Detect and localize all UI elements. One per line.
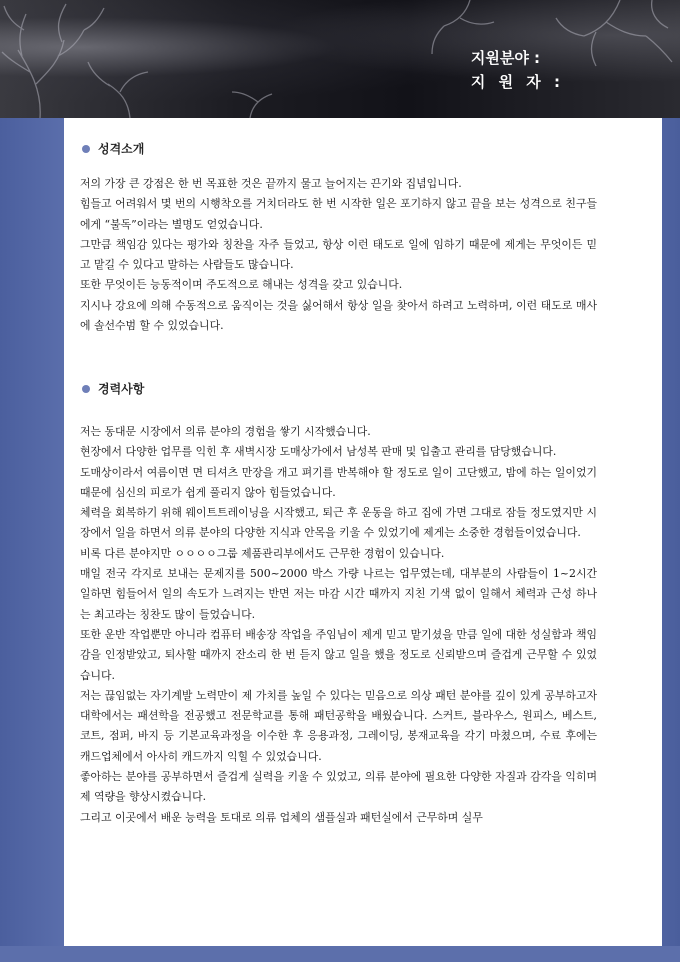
field-label-position: 지원분야 :: [470, 49, 541, 67]
paragraph: 저는 동대문 시장에서 의류 분야의 경험을 쌓기 시작했습니다.: [80, 425, 371, 438]
bullet-icon: [82, 145, 90, 153]
coral-branch-decoration: [0, 0, 680, 118]
bottom-frame: [0, 946, 680, 962]
document-page: [64, 118, 662, 946]
header-banner: [0, 0, 680, 118]
paragraph: 도매상이라서 여름이면 면 티셔츠 만장을 개고 펴기를 반복해야 할 정도로 일이 고단했고, 밤에 하는 일이었기 때문에 심신의 피로가 쉽게 풀리지 않아 힘들었습니다.: [80, 465, 597, 499]
paragraph: 현장에서 다양한 업무를 익힌 후 새벽시장 도매상가에서 남성복 판매 및 입출고 관리를 담당했습니다.: [80, 445, 557, 459]
section-title-personality: [82, 140, 144, 157]
paragraph: 또한 무엇이든 능동적이며 주도적으로 해내는 성격을 갖고 있습니다.: [80, 278, 403, 292]
applicant-info: [471, 46, 564, 94]
bullet-icon: [82, 385, 90, 393]
paragraph: 저는 끊임없는 자기계발 노력만이 제 가치를 높일 수 있다는 믿음으로 의상 패턴 분야를 깊이 있게 공부하고자 대학에서는 패션학을 전공했고 전문학교를 통해 패턴공학을 배웠습니다. 스커트, 블라우스, 원피스, 베스트, 코트, 점퍼, 바지 등 기본교육과정을 이수한 후 응용과정, 그레이딩, 봉재교육을 각기 마쳤으며, 수료 후에는 캐드업체에서 아사히 캐드까지 익힐 수 있었습니다.: [80, 688, 597, 763]
section-body-personality: [80, 174, 597, 336]
section-title-text: 경력사항: [98, 382, 145, 396]
paragraph: 그만큼 책임감 있다는 평가와 칭찬을 자주 들었고, 항상 이런 태도로 일에 임하기 때문에 제게는 무엇이든 믿고 맡길 수 있다고 말하는 사람들도 많습니다.: [80, 237, 597, 272]
field-label-applicant: 지 원 자 :: [470, 73, 564, 91]
paragraph: 지시나 강요에 의해 수동적으로 움직이는 것을 싫어해서 항상 일을 찾아서 하려고 노력하며, 이런 태도로 매사에 솔선수범 할 수 있었습니다.: [80, 298, 597, 333]
paragraph: 매일 전국 각지로 보내는 문제지를 500~2000 박스 가량 나르는 업무였는데, 대부분의 사람들이 1~2시간 일하면 힘들어서 일의 속도가 느려지는 반면 저는 마감 시간 때까지 지친 기색 없이 일해서 체력과 근성 하나는 최고라는 칭찬도 많이 들었습니다.: [80, 567, 597, 621]
section-title-career: [82, 380, 144, 397]
paragraph: 또한 운반 작업뿐만 아니라 컴퓨터 배송장 작업을 주임님이 제게 믿고 맡기셨을 만큼 일에 대한 성실함과 책임감을 인정받았고, 퇴사할 때까지 잔소리 한 번 듣지 않고 일을 했을 정도로 신뢰받으며 즐겁게 근무할 수 있었습니다.: [80, 627, 597, 682]
paragraph: 좋아하는 분야를 공부하면서 즐겁게 실력을 키울 수 있었고, 의류 분야에 필요한 다양한 자질과 감각을 익히며 제 역량을 향상시켰습니다.: [80, 770, 597, 804]
paragraph: 체력을 회복하기 위해 웨이트트레이닝을 시작했고, 퇴근 후 운동을 하고 집에 가면 그대로 잠들 정도였지만 시장에서 일을 하면서 의류 분야의 다양한 지식과 안목을 키울 수 있었기에 제게는 소중한 경험들이었습니다.: [80, 506, 597, 540]
section-title-text: 성격소개: [98, 142, 145, 156]
paragraph: 저의 가장 큰 강점은 한 번 목표한 것은 끝까지 물고 늘어지는 끈기와 집념입니다.: [80, 177, 462, 190]
section-body-career: [80, 422, 597, 828]
paragraph: 힘들고 어려워서 몇 번의 시행착오를 거치더라도 한 번 시작한 일은 포기하지 않고 끝을 보는 성격으로 친구들에게 “불독”이라는 별명도 얻었습니다.: [80, 197, 597, 231]
paragraph: 비록 다른 분야지만 ㅇㅇㅇㅇ그룹 제품관리부에서도 근무한 경험이 있습니다.: [80, 546, 445, 560]
paragraph: 그리고 이곳에서 배운 능력을 토대로 의류 업체의 샘플실과 패턴실에서 근무하며 실무: [80, 810, 483, 824]
